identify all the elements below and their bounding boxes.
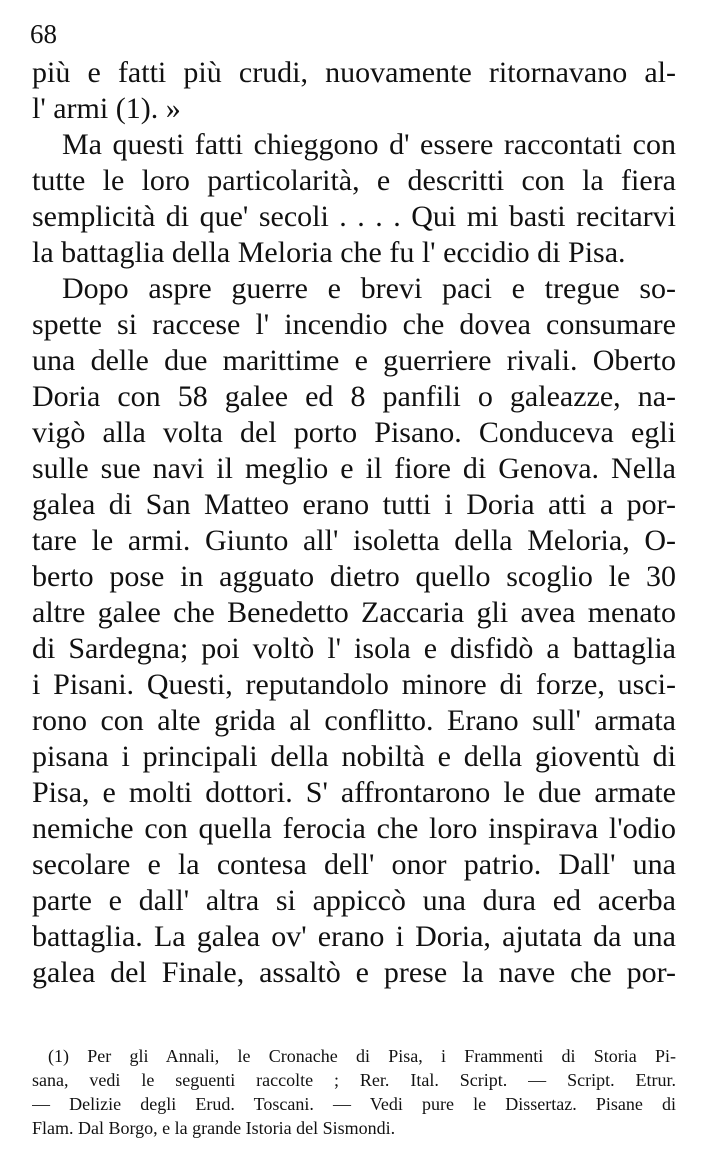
text-line: altre galee che Benedetto Zaccaria gli avea menato: [32, 596, 676, 629]
text-line: parte e dall' altra si appiccò una dura ed acerba: [32, 884, 676, 917]
footnotes: [32, 1044, 676, 1140]
text-line: i Pisani. Questi, reputandolo minore di forze, usci-: [32, 668, 676, 701]
text-line: una delle due marittime e guerriere rivali. Oberto: [32, 344, 676, 377]
text-line: Ma questi fatti chieggono d' essere raccontati con: [62, 128, 676, 161]
text-line: Dopo aspre guerre e brevi paci e tregue so-: [62, 272, 676, 305]
text-line: battaglia. La galea ov' erano i Doria, ajutata da una: [32, 920, 676, 953]
footnote-line: — Delizie degli Erud. Toscani. — Vedi pure le Dissertaz. Pisane di: [32, 1094, 676, 1114]
text-line: l' armi (1). »: [32, 92, 181, 125]
text-line: di Sardegna; poi voltò l' isola e disfidò a battaglia: [32, 632, 676, 665]
footnote-line: (1) Per gli Annali, le Cronache di Pisa, i Frammenti di Storia Pi-: [48, 1046, 676, 1066]
text-line: Pisa, e molti dottori. S' affrontarono le due armate: [32, 776, 676, 809]
text-line: secolare e la contesa dell' onor patrio. Dall' una: [32, 848, 676, 881]
page-number: 68: [30, 19, 57, 49]
body-text: [32, 55, 676, 991]
text-line: galea di San Matteo erano tutti i Doria atti a por-: [32, 488, 676, 521]
text-line: spette si raccese l' incendio che dovea consumare: [32, 308, 676, 341]
text-line: vigò alla volta del porto Pisano. Conduceva egli: [32, 416, 676, 449]
text-line: sulle sue navi il meglio e il fiore di Genova. Nella: [32, 452, 676, 485]
text-line: tare le armi. Giunto all' isoletta della Meloria, O-: [32, 524, 676, 557]
footnote-line: sana, vedi le seguenti raccolte ; Rer. Ital. Script. — Script. Etrur.: [32, 1070, 676, 1090]
text-line: galea del Finale, assaltò e prese la nave che por-: [32, 956, 676, 989]
text-line: pisana i principali della nobiltà e della gioventù di: [32, 740, 676, 773]
text-line: rono con alte grida al conflitto. Erano sull' armata: [32, 704, 676, 737]
text-line: semplicità di que' secoli . . . . Qui mi basti recitarvi: [32, 200, 676, 233]
text-line: berto pose in agguato dietro quello scoglio le 30: [32, 560, 676, 593]
text-line: più e fatti più crudi, nuovamente ritornavano al-: [32, 56, 676, 89]
text-line: la battaglia della Meloria che fu l' eccidio di Pisa.: [32, 236, 626, 269]
text-line: Doria con 58 galee ed 8 panfili o galeazze, na-: [32, 380, 676, 413]
footnote-line: Flam. Dal Borgo, e la grande Istoria del Sismondi.: [32, 1118, 396, 1138]
text-line: nemiche con quella ferocia che loro inspirava l'odio: [32, 812, 676, 845]
text-line: tutte le loro particolarità, e descritti con la fiera: [32, 164, 676, 197]
